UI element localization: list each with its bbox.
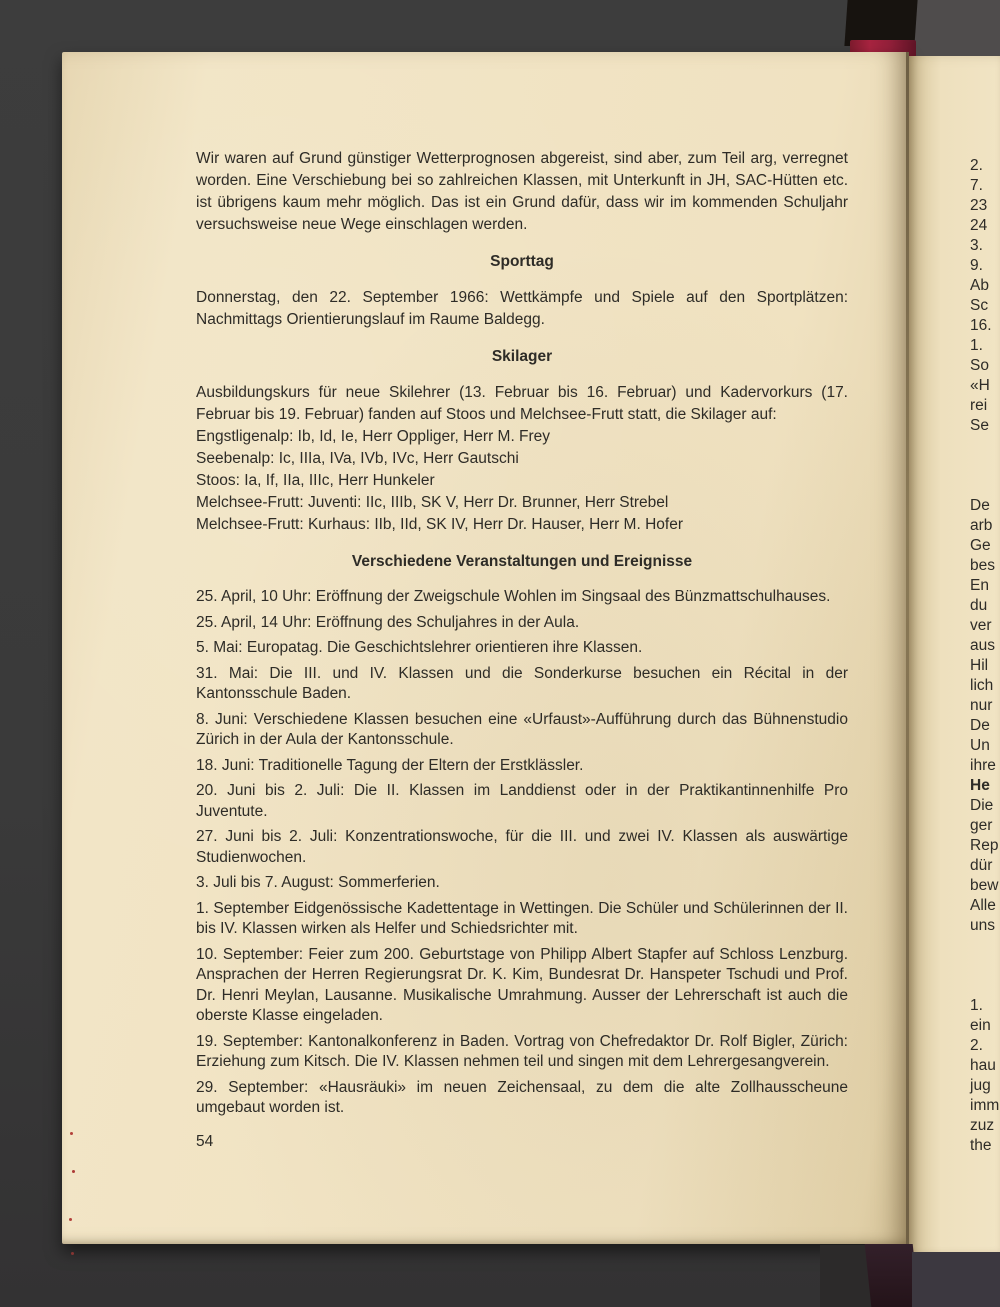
text-fragment-line: ein — [970, 1017, 991, 1034]
text-fragment-line: Die — [970, 797, 994, 814]
event-item: 3. Juli bis 7. August: Sommerferien. — [196, 874, 440, 891]
section-heading-veranstaltungen: Verschiedene Veranstaltungen und Ereignisse — [351, 553, 693, 570]
text-fragment-line: aus — [970, 637, 995, 654]
text-fragment-line: 2. — [970, 157, 983, 174]
text-fragment-line: zuz — [970, 1117, 995, 1134]
text-fragment-line: arb — [970, 517, 993, 534]
text-fragment-line: 7. — [970, 177, 983, 194]
text-fragment-line: bew — [970, 877, 999, 894]
text-fragment-line: 1. — [970, 337, 983, 354]
text-fragment-line: jug — [970, 1077, 991, 1094]
event-item: 20. Juni bis 2. Juli: Die II. Klassen im Landdienst oder in der Praktikantinnenhilfe Pro Juventute. — [196, 782, 848, 820]
text-fragment-line: Ab — [970, 277, 989, 294]
event-item: 10. September: Feier zum 200. Geburtstage von Philipp Albert Stapfer auf Schloss Lenzburg. Ansprachen der Herren Regierungsrat Dr. K. Kim, Bundesrat Dr. Hanspeter Tschudi und Prof. Dr. Henri Meylan, Lausanne. Musikalische Umrahmung. Ausser der Lehrerschaft ist auch die oberste Klasse eingeladen. — [196, 945, 848, 1024]
text-fragment-line: He — [970, 777, 990, 794]
text-fragment-line — [970, 976, 1000, 996]
event-item: 1. September Eidgenössische Kadettentage in Wettingen. Die Schüler und Schülerinnen der II. bis IV. Klassen wirken als Helfer und Schiedsrichter mit. — [196, 899, 848, 937]
text-fragment-line: lich — [970, 677, 994, 694]
text-fragment-line: Alle — [970, 897, 996, 914]
skilager-assignment-line: Melchsee-Frutt: Kurhaus: IIb, IId, SK IV, Herr Dr. Hauser, Herr M. Hofer — [196, 516, 683, 533]
text-fragment-line: 1. — [970, 997, 983, 1014]
text-fragment-line: du — [970, 597, 988, 614]
text-fragment-line: De — [970, 717, 990, 734]
intro-paragraph: Wir waren auf Grund günstiger Wetterprognosen abgereist, sind aber, zum Teil arg, verregnet worden. Eine Verschiebung bei so zahlreichen Klassen, mit Unterkunft in JH, SAC-Hütten etc. ist übrigens kaum mehr möglich. Das ist ein Grund dafür, dass wir im kommenden Schuljahr versuchsweise neue Wege einschlagen werden. — [196, 150, 848, 233]
text-fragment-line — [970, 456, 1000, 476]
skilager-assignment-line: Melchsee-Frutt: Juventi: IIc, IIIb, SK V, Herr Dr. Brunner, Herr Strebel — [196, 494, 669, 511]
background-grey-patch — [908, 0, 1000, 62]
text-fragment-line: So — [970, 357, 989, 374]
text-fragment-line: Un — [970, 737, 990, 754]
skilager-assignment-line: Engstligenalp: Ib, Id, Ie, Herr Oppliger, Herr M. Frey — [196, 428, 551, 445]
events-list — [196, 587, 848, 1119]
text-fragment-line: De — [970, 497, 990, 514]
skilager-assignment-line: Seebenalp: Ic, IIIa, IVa, IVb, IVc, Herr Gautschi — [196, 450, 519, 467]
text-fragment-line: bes — [970, 557, 995, 574]
event-item: 25. April, 10 Uhr: Eröffnung der Zweigschule Wohlen im Singsaal des Bünzmattschulhauses. — [196, 588, 831, 605]
book-right-page — [909, 56, 1000, 1258]
book-cover-bottom-right — [912, 1252, 1000, 1307]
skilager-paragraph: Ausbildungskurs für neue Skilehrer (13. Februar bis 16. Februar) und Kadervorkurs (17. Februar bis 19. Februar) fanden auf Stoos und Melchsee-Frutt statt, die Skilager auf: — [196, 384, 848, 423]
event-item: 31. Mai: Die III. und IV. Klassen und die Sonderkurse besuchen ein Récital in der Kantonsschule Baden. — [196, 664, 848, 702]
text-fragment-line — [970, 956, 1000, 976]
text-fragment-line: rei — [970, 397, 988, 414]
right-page-text-fragments — [909, 56, 1000, 1156]
event-item: 27. Juni bis 2. Juli: Konzentrationswoche, für die III. und zwei IV. Klassen als auswärtige Studienwochen. — [196, 828, 848, 866]
text-fragment-line: 9. — [970, 257, 983, 274]
text-fragment-line: 3. — [970, 237, 983, 254]
event-item: 8. Juni: Verschiedene Klassen besuchen eine «Urfaust»-Aufführung durch das Bühnenstudio Zürich in der Aula der Kantonsschule. — [196, 710, 848, 748]
text-fragment-line: Ge — [970, 537, 991, 554]
text-fragment-line: 23 — [970, 197, 988, 214]
sporttag-paragraph: Donnerstag, den 22. September 1966: Wettkämpfe und Spiele auf den Sportplätzen: Nachmittags Orientierungslauf im Raume Baldegg. — [196, 289, 848, 328]
skilager-assignments-list — [196, 426, 848, 536]
text-fragment-line — [970, 936, 1000, 956]
text-fragment-line: 16. — [970, 317, 992, 334]
page-number: 54 — [196, 1132, 214, 1150]
text-fragment-line: «H — [970, 377, 990, 394]
left-page-text-column — [196, 148, 848, 1151]
text-fragment-line: uns — [970, 917, 995, 934]
event-item: 18. Juni: Traditionelle Tagung der Eltern der Erstklässler. — [196, 756, 584, 774]
book-left-page — [62, 52, 907, 1244]
text-fragment-line: hau — [970, 1057, 996, 1074]
text-fragment-line: En — [970, 577, 989, 594]
text-fragment-line: the — [970, 1137, 992, 1154]
text-fragment-line: 24 — [970, 217, 988, 234]
event-item: 19. September: Kantonalkonferenz in Baden. Vortrag von Chefredaktor Dr. Rolf Bigler, Zürich: Erziehung zum Kitsch. Die IV. Klassen nehmen teil und singen mit dem Lehrergesangverein. — [196, 1032, 848, 1070]
fore-edge-red-specks — [70, 1132, 73, 1135]
text-fragment-line: nur — [970, 697, 993, 714]
event-item: 29. September: «Hausräuki» im neuen Zeichensaal, zu dem die alte Zollhausscheune umgebaut worden ist. — [196, 1078, 848, 1116]
text-fragment-line — [970, 476, 1000, 496]
skilager-assignment-line: Stoos: Ia, If, IIa, IIIc, Herr Hunkeler — [196, 472, 435, 489]
text-fragment-line: ger — [970, 817, 993, 834]
event-item: 5. Mai: Europatag. Die Geschichtslehrer orientieren ihre Klassen. — [196, 639, 643, 656]
text-fragment-line: ihre — [970, 757, 996, 774]
text-fragment-line: 2. — [970, 1037, 983, 1054]
page-edge-stack — [62, 52, 82, 1244]
event-item: 25. April, 14 Uhr: Eröffnung des Schuljahres in der Aula. — [196, 613, 580, 631]
section-heading-skilager: Skilager — [491, 348, 553, 365]
text-fragment-line: ver — [970, 617, 992, 634]
text-fragment-line: Se — [970, 417, 989, 434]
text-fragment-line: Hil — [970, 657, 989, 674]
text-fragment-line: dür — [970, 857, 993, 874]
text-fragment-line: imm — [970, 1097, 1000, 1114]
text-fragment-line: Rep — [970, 837, 999, 854]
text-fragment-line — [970, 436, 1000, 456]
section-heading-sporttag: Sporttag — [490, 253, 554, 270]
text-fragment-line: Sc — [970, 297, 989, 314]
